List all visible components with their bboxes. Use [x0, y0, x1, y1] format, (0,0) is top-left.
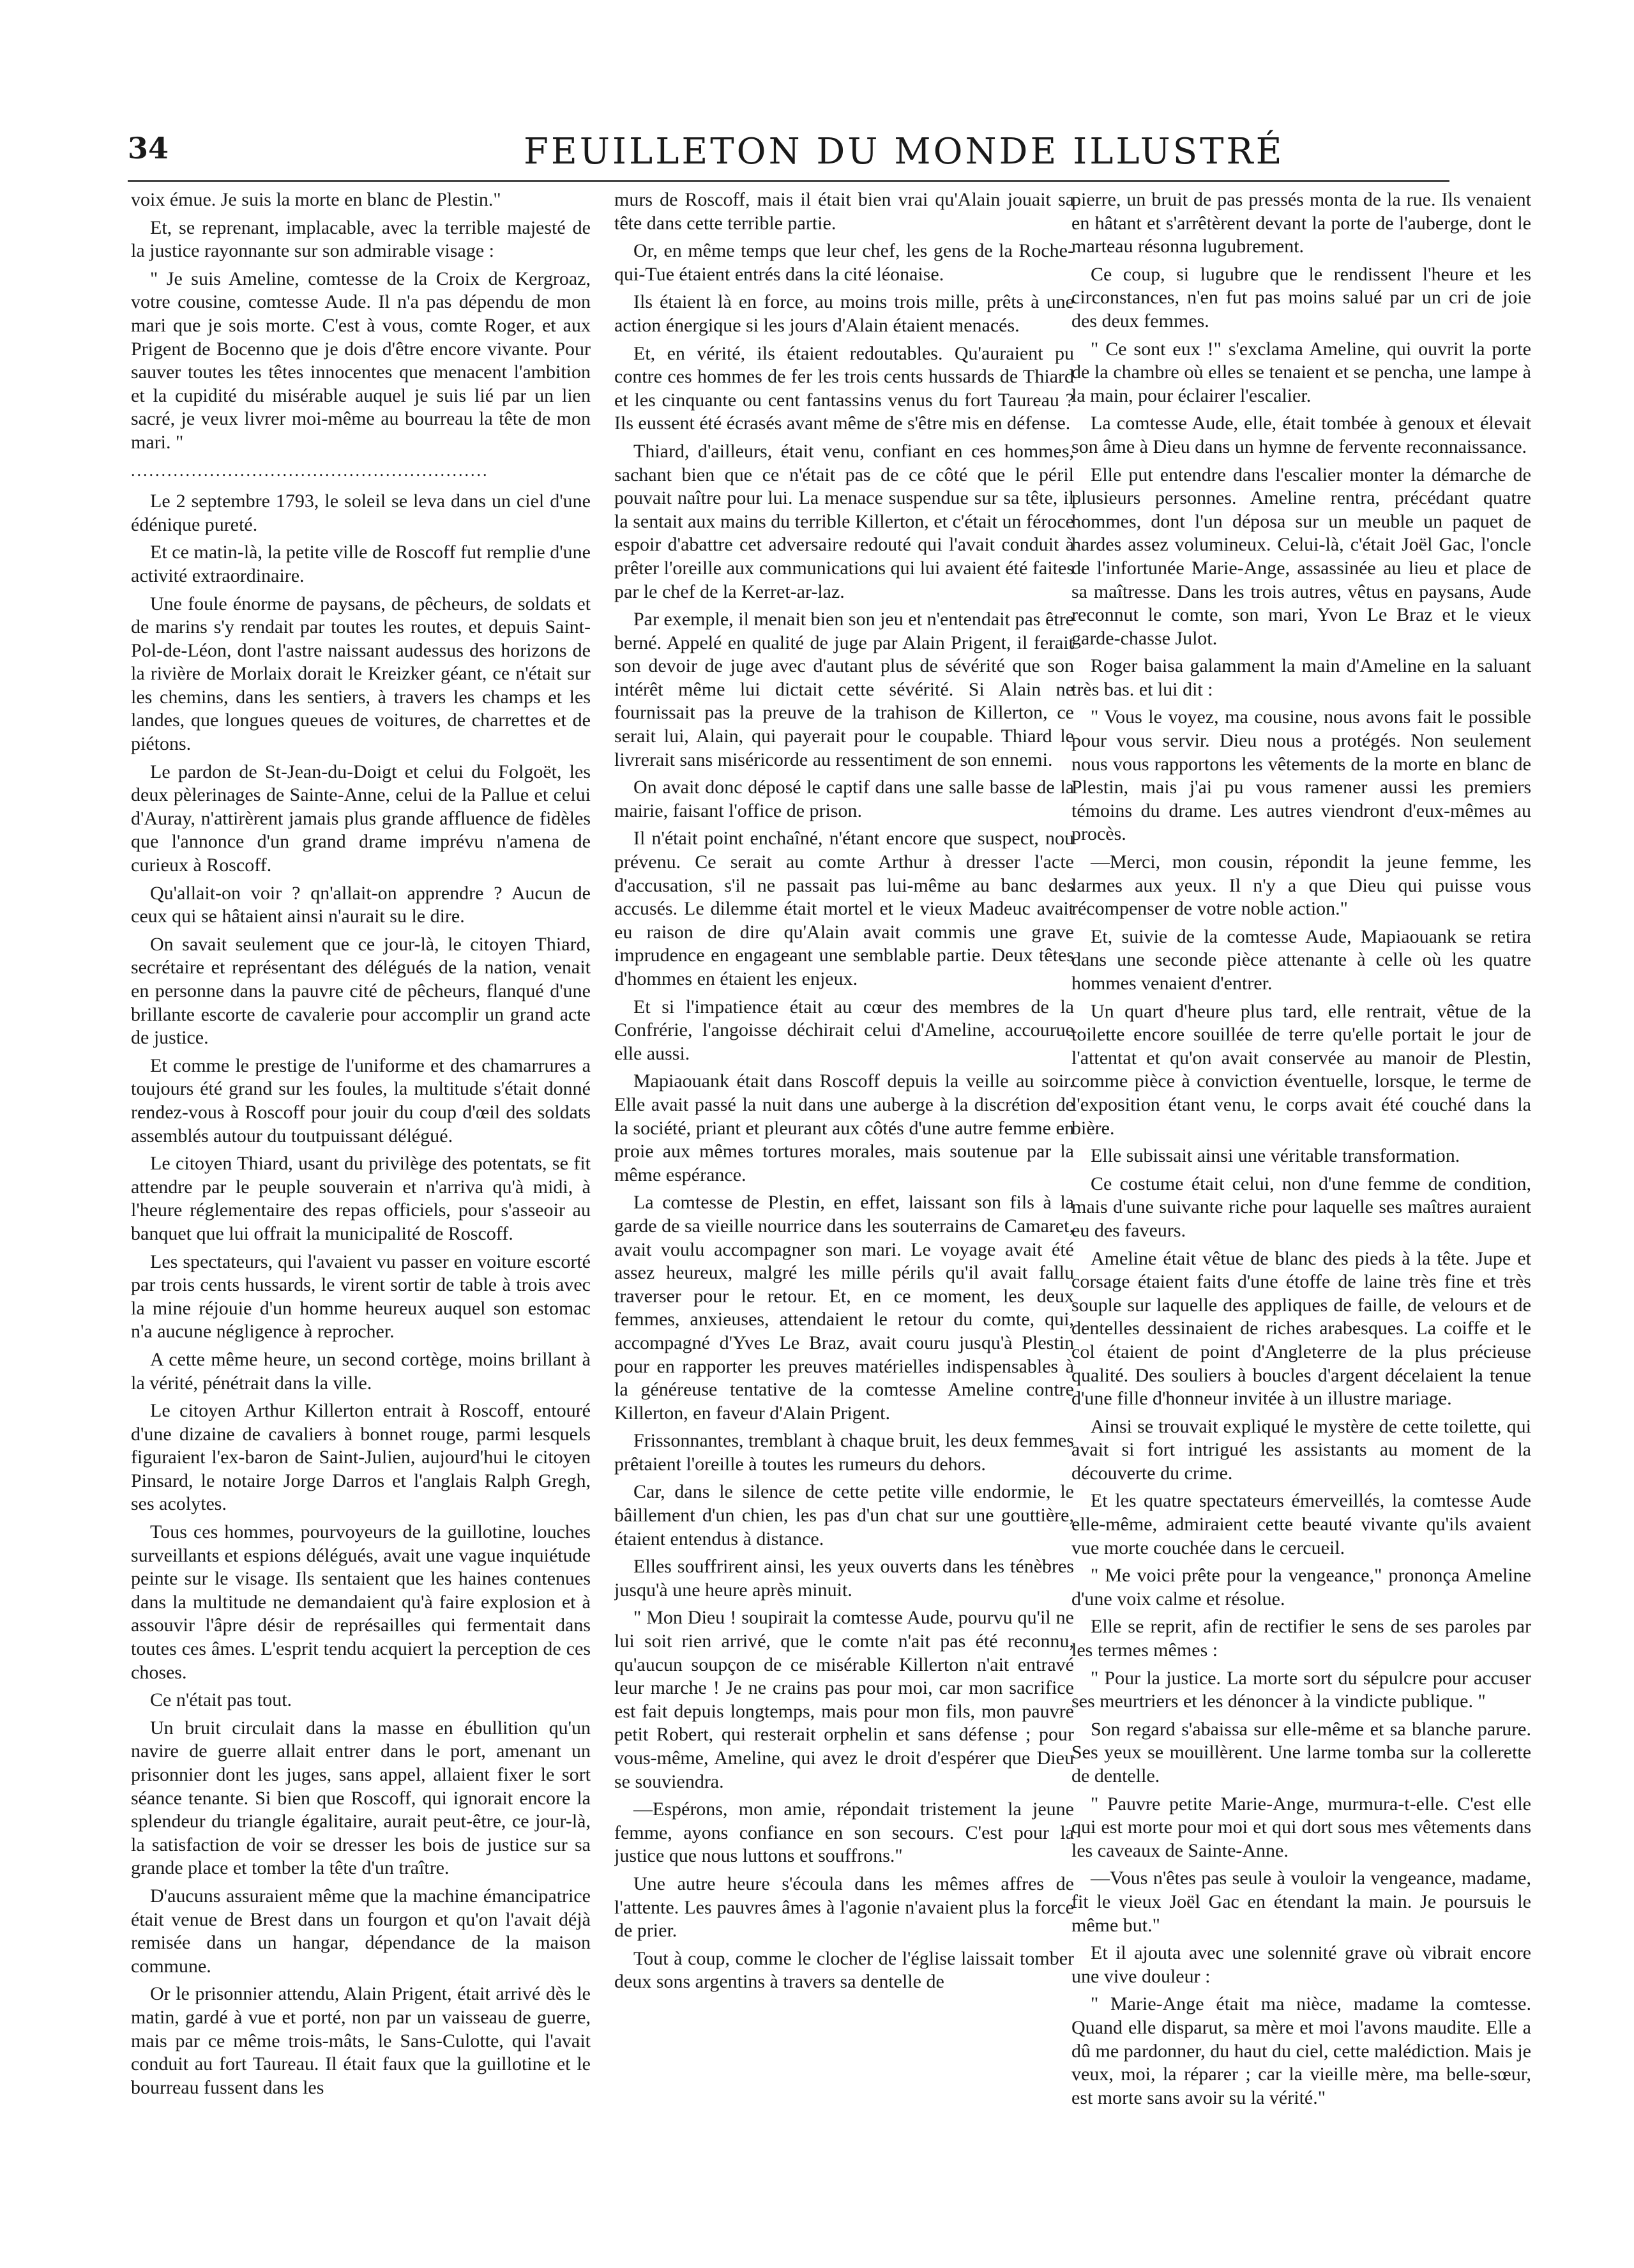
paragraph: Et il ajouta avec une solennité grave où vibrait encore une vive douleur :	[1071, 1942, 1531, 1987]
paragraph: Or le prisonnier attendu, Alain Prigent, était arrivé dès le matin, gardé à vue et porté, non par un vaisseau de guerre, mais par ce même trois-mâts, le Sans-Culotte, qui l'avait conduit au fort Taureau. Il était faux que la guillotine et le bourreau fussent dans les	[131, 1983, 591, 2098]
paragraph: Et, se reprenant, implacable, avec la terrible majesté de la justice rayonnante sur son admirable visage :	[131, 217, 591, 262]
section-separator: ...........................................................	[131, 460, 489, 480]
paragraph: " Mon Dieu ! soupirait la comtesse Aude, pourvu qu'il ne lui soit rien arrivé, que le comte n'ait pas été reconnu, qu'aucun soupçon de ce misérable Killerton n'ait entravé leur marche ! Je ne crains pas pour moi, car mon sacrifice est fait depuis longtemps, mais pour mon fils, mon pauvre petit Robert, qui resterait orphelin et sans défense ; pour vous-même, Ameline, qui avez le droit d'espérer que Dieu se souviendra.	[614, 1607, 1074, 1792]
paragraph: Or, en même temps que leur chef, les gens de la Roche-qui-Tue étaient entrés dans la cité léonaise.	[614, 240, 1074, 285]
paragraph: Et comme le prestige de l'uniforme et des chamarrures a toujours été grand sur les foules, la multitude s'était donné rendez-vous à Roscoff pour jouir du coup d'œil des soldats assemblés autour du toutpuissant délégué.	[131, 1054, 591, 1146]
paragraph: Roger baisa galamment la main d'Ameline en la saluant très bas. et lui dit :	[1071, 655, 1531, 700]
paragraph: Ce coup, si lugubre que le rendissent l'heure et les circonstances, n'en fut pas moins salué par un cri de joie des deux femmes.	[1071, 263, 1531, 331]
paragraph: On avait donc déposé le captif dans une salle basse de la mairie, faisant l'office de prison.	[614, 777, 1074, 821]
paragraph: La comtesse de Plestin, en effet, laissant son fils à la garde de sa vieille nourrice dans les souterrains de Camaret, avait voulu accompagner son mari. Le voyage avait été assez heureux, malgré les mille périls qu'il avait fallu traverser pour le retour. Et, en ce moment, les deux femmes, anxieuses, attendaient le retour du comte, qui, accompagné d'Yves Le Braz, avait couru jusqu'à Plestin pour en rapporter les preuves matérielles indispensables à la généreuse tentative de la comtesse Ameline contre Killerton, en faveur d'Alain Prigent.	[614, 1192, 1074, 1424]
paragraph: voix émue. Je suis la morte en blanc de Plestin."	[131, 189, 501, 210]
paragraph: Tout à coup, comme le clocher de l'église laissait tomber deux sons argentins à travers sa dentelle de	[614, 1947, 1074, 1993]
paragraph: Le 2 septembre 1793, le soleil se leva dans un ciel d'une édénique pureté.	[131, 491, 591, 535]
paragraph: D'aucuns assuraient même que la machine émancipatrice était venue de Brest dans un fourgon et qu'on l'avait déjà remisée dans un hangar, dépendance de la maison commune.	[131, 1885, 591, 1977]
paragraph: Le pardon de St-Jean-du-Doigt et celui du Folgoët, les deux pèlerinages de Sainte-Anne, celui de la Pallue et celui d'Auray, n'attirèrent jamais plus grande affluence de fidèles que l'annonce d'un grand drame imprévu n'amena de curieux à Roscoff.	[131, 761, 591, 876]
paragraph: Le citoyen Arthur Killerton entrait à Roscoff, entouré d'une dizaine de cavaliers à bonnet rouge, parmi lesquels figuraient l'ex-baron de Saint-Julien, aujourd'hui le citoyen Pinsard, le notaire Jorge Darros et l'anglais Ralph Gregh, ses acolytes.	[131, 1400, 591, 1515]
paragraph: Et si l'impatience était au cœur des membres de la Confrérie, l'angoisse déchirait celui d'Ameline, accourue elle aussi.	[614, 996, 1074, 1064]
paragraph: Et les quatre spectateurs émerveillés, la comtesse Aude elle-même, admiraient cette beauté vivante qu'ils avaient vue morte couchée dans le cercueil.	[1071, 1490, 1531, 1558]
paragraph: —Merci, mon cousin, répondit la jeune femme, les larmes aux yeux. Il n'y a que Dieu qui puisse vous récompenser de votre noble action."	[1071, 851, 1531, 920]
paragraph: Ce n'était pas tout.	[150, 1689, 292, 1711]
paragraph: murs de Roscoff, mais il était bien vrai qu'Alain jouait sa tête dans cette terrible partie.	[614, 189, 1074, 234]
paragraph: " Vous le voyez, ma cousine, nous avons fait le possible pour vous servir. Dieu nous a protégés. Non seulement nous vous rapportons les vêtements de la morte en blanc de Plestin, mais j'ai pu vous ramener aussi les premiers témoins du drame. Les autres viendront d'eux-mêmes au procès.	[1071, 706, 1531, 845]
paragraph: " Marie-Ange était ma nièce, madame la comtesse. Quand elle disparut, sa mère et moi l'avons maudite. Elle a dû me pardonner, du haut du ciel, cette malédiction. Mais je veux, moi, la réparer ; car la vieille mère, ma belle-sœur, est morte sans avoir su la vérité."	[1071, 1993, 1531, 2108]
paragraph: Ce costume était celui, non d'une femme de condition, mais d'une suivante riche pour laquelle ses maîtres auraient eu des faveurs.	[1071, 1173, 1531, 1241]
paragraph: " Pauvre petite Marie-Ange, murmura-t-elle. C'est elle qui est morte pour moi et qui dort sous mes vêtements dans les caveaux de Sainte-Anne.	[1071, 1793, 1531, 1861]
page-header	[128, 131, 1449, 176]
paragraph: " Me voici prête pour la vengeance," prononça Ameline d'une voix calme et résolue.	[1071, 1565, 1531, 1610]
paragraph: Un quart d'heure plus tard, elle rentrait, vêtue de la toilette encore souillée de terre qu'elle portait le jour de l'attentat et qu'on avait conservée au manoir de Plestin, comme pièce à conviction éventuelle, lorsque, le terme de l'exposition étant venu, le corps avait été couché dans la bière.	[1071, 1000, 1531, 1139]
paragraph: Car, dans le silence de cette petite ville endormie, le bâillement d'un chien, les pas d'un chat sur une gouttière, étaient entendus à distance.	[614, 1481, 1074, 1549]
paragraph: Une foule énorme de paysans, de pêcheurs, de soldats et de marins s'y rendait par toutes les routes, et depuis Saint-Pol-de-Léon, dont l'astre naissant audessus des horizons de la rivière de Morlaix dorait le Kreizker géant, ce n'était sur les chemins, dans les sentiers, à travers les champs et les landes, que longues queues de voitures, de charrettes et de piétons.	[131, 593, 591, 755]
paragraph: Un bruit circulait dans la masse en ébullition qu'un navire de guerre allait entrer dans le port, amenant un prisonnier dont les juges, sans appel, allaient fixer le sort séance tenante. Si bien que Roscoff, qui ignorait encore la splendeur du triangle égalitaire, aurait peut-être, ce jour-là, la satisfaction de voir se dresser les bois de justice sur sa grande place et tomber la tête d'un traître.	[131, 1717, 591, 1879]
text-column-3	[1071, 188, 1531, 2232]
paragraph: Les spectateurs, qui l'avaient vu passer en voiture escorté par trois cents hussards, le virent sortir de table à trois avec la mine réjouie d'un homme heureux auquel son estomac n'a aucune négligence à reprocher.	[131, 1251, 591, 1343]
paragraph: Tous ces hommes, pourvoyeurs de la guillotine, louches surveillants et espions délégués, avait une vague inquiétude peinte sur le visage. Ils sentaient que les haines contenues dans la multitude ne demandaient qu'à faire explosion et à assouvir l'âpre désir de représailles qui fermentait dans toutes ces âmes. L'esprit tendu acquiert la perception de ces choses.	[131, 1521, 591, 1683]
paragraph: Elle put entendre dans l'escalier monter la démarche de plusieurs personnes. Ameline rentra, précédant quatre hommes, dont l'un déposa sur un meuble un paquet de hardes assez volumineux. Celui-là, c'était Joël Gac, l'oncle de l'infortunée Marie-Ange, assassinée au lieu et place de sa maîtresse. Dans les trois autres, vêtus en paysans, Aude reconnut le comte, son mari, Yvon Le Braz et le vieux garde-chasse Julot.	[1071, 464, 1531, 649]
paragraph: pierre, un bruit de pas pressés monta de la rue. Ils venaient en hâtant et s'arrêtèrent devant la porte de l'auberge, dont le marteau résonna lugubrement.	[1071, 189, 1531, 257]
paragraph: Thiard, d'ailleurs, était venu, confiant en ces hommes, sachant bien que ce n'était pas de ce côté que le péril pouvait naître pour lui. La menace suspendue sur sa tête, il la sentait aux mains du terrible Killerton, et c'était un féroce espoir d'abattre cet adversaire redouté qui l'avait conduit à prêter l'oreille aux communications qui lui avaient été faites par le chef de la Kerret-ar-laz.	[614, 440, 1074, 602]
paragraph: Une autre heure s'écoula dans les mêmes affres de l'attente. Les pauvres âmes à l'agonie n'avaient plus la force de prier.	[614, 1873, 1074, 1942]
paragraph: Qu'allait-on voir ? qn'allait-on apprendre ? Aucun de ceux qui se hâtaient ainsi n'aurait su le dire.	[131, 882, 591, 927]
text-column-2	[614, 188, 1074, 2232]
paragraph: Et, en vérité, ils étaient redoutables. Qu'auraient pu contre ces hommes de fer les trois cents hussards de Thiard et les cinquante ou cent fantassins venus du fort Taureau ? Ils eussent été écrasés avant même de s'être mis en défense.	[614, 342, 1074, 434]
paragraph: Il n'était point enchaîné, n'étant encore que suspect, nou prévenu. Ce serait au comte Arthur à dresser l'acte d'accusation, s'il ne passait pas lui-même au banc des accusés. Le dilemme était mortel et le vieux Madeuc avait eu raison de dire qu'Alain avait commis une grave imprudence en engageant une semblable partie. Deux têtes d'hommes en étaient les enjeux.	[614, 828, 1074, 989]
paragraph: Ils étaient là en force, au moins trois mille, prêts à une action énergique si les jours d'Alain étaient menacés.	[614, 291, 1074, 336]
paragraph: " Pour la justice. La morte sort du sépulcre pour accuser ses meurtriers et les dénoncer à la vindicte publique. "	[1071, 1667, 1531, 1712]
paragraph: " Je suis Ameline, comtesse de la Croix de Kergroaz, votre cousine, comtesse Aude. Il n'a pas dépendu de mon mari que je sois morte. C'est à vous, comte Roger, et aux Prigent de Bocenno que je dois d'être encore vivante. Pour sauver toutes les têtes innocentes que menacent l'ambition et la cupidité du misérable auquel je suis lié par un lien sacré, je veux livrer moi-même au bourreau la tête de mon mari. "	[131, 268, 591, 453]
paragraph: Son regard s'abaissa sur elle-même et sa blanche parure. Ses yeux se mouillèrent. Une larme tomba sur la collerette de dentelle.	[1071, 1718, 1531, 1786]
paragraph: Et ce matin-là, la petite ville de Roscoff fut remplie d'une activité extraordinaire.	[131, 542, 591, 586]
paragraph: A cette même heure, un second cortège, moins brillant à la vérité, pénétrait dans la ville.	[131, 1348, 591, 1394]
paragraph: Frissonnantes, tremblant à chaque bruit, les deux femmes prêtaient l'oreille à toutes les rumeurs du dehors.	[614, 1430, 1074, 1475]
paragraph: Elle subissait ainsi une véritable transformation.	[1091, 1145, 1460, 1167]
header-rule	[128, 180, 1449, 182]
paragraph: Ainsi se trouvait expliqué le mystère de cette toilette, qui avait si fort intrigué les assistants au moment de la découverte du crime.	[1071, 1415, 1531, 1484]
page-number: 34	[128, 131, 169, 165]
paragraph: On savait seulement que ce jour-là, le citoyen Thiard, secrétaire et représentant des délégués de la nation, venait en personne dans la pauvre cité de pêcheurs, flanqué d'une brillante escorte de cavalerie pour accomplir un grand acte de justice.	[131, 933, 591, 1049]
text-column-1	[131, 188, 591, 2232]
paragraph: La comtesse Aude, elle, était tombée à genoux et élevait son âme à Dieu dans un hymne de fervente reconnaissance.	[1071, 413, 1531, 457]
paragraph: Par exemple, il menait bien son jeu et n'entendait pas être berné. Appelé en qualité de juge par Alain Prigent, il ferait son devoir de juge avec d'autant plus de sévérité que son intérêt même lui dictait cette sévérité. Si Alain ne fournissait pas la preuve de la trahison de Killerton, ce serait lui, Alain, qui payerait pour le coupable. Thiard le livrerait sans miséricorde au ressentiment de son ennemi.	[614, 609, 1074, 770]
paragraph: Elle se reprit, afin de rectifier le sens de ses paroles par les termes mêmes :	[1071, 1616, 1531, 1661]
paragraph: Ameline était vêtue de blanc des pieds à la tête. Jupe et corsage étaient faits d'une étoffe de laine très fine et très souple sur laquelle des appliques de faille, de velours et de dentelles dessinaient de riches arabesques. La coiffe et le col étaient de point d'Angleterre de la plus précieuse qualité. Des souliers à boucles d'argent décelaient la tenue d'une fille d'honneur invitée à un illustre mariage.	[1071, 1247, 1531, 1410]
running-title: FEUILLETON DU MONDE ILLUSTRÉ	[524, 131, 1285, 172]
paragraph: " Ce sont eux !" s'exclama Ameline, qui ouvrit la porte de la chambre où elles se tenaient et se pencha, une lampe à la main, pour éclairer l'escalier.	[1071, 338, 1531, 406]
paragraph: Et, suivie de la comtesse Aude, Mapiaouank se retira dans une seconde pièce attenante à celle où les quatre hommes venaient d'entrer.	[1071, 925, 1531, 994]
paragraph: —Espérons, mon amie, répondait tristement la jeune femme, ayons confiance en son secours. C'est pour la justice que nous luttons et souffrons."	[614, 1799, 1074, 1867]
paragraph: —Vous n'êtes pas seule à vouloir la vengeance, madame, fit le vieux Joël Gac en étendant la main. Je poursuis le même but."	[1071, 1868, 1531, 1936]
paragraph: Elles souffrirent ainsi, les yeux ouverts dans les ténèbres jusqu'à une heure après minuit.	[614, 1556, 1074, 1601]
paragraph: Le citoyen Thiard, usant du privilège des potentats, se fit attendre par le peuple souverain et n'arriva qu'à midi, à l'heure réglementaire des repas officiels, pour s'asseoir au banquet que lui offrait la municipalité de Roscoff.	[131, 1153, 591, 1244]
paragraph: Mapiaouank était dans Roscoff depuis la veille au soir. Elle avait passé la nuit dans une auberge à la discrétion de la société, priant et pleurant aux côtés d'une autre femme en proie aux mêmes tortures morales, mais soutenue par la même espérance.	[614, 1070, 1074, 1185]
